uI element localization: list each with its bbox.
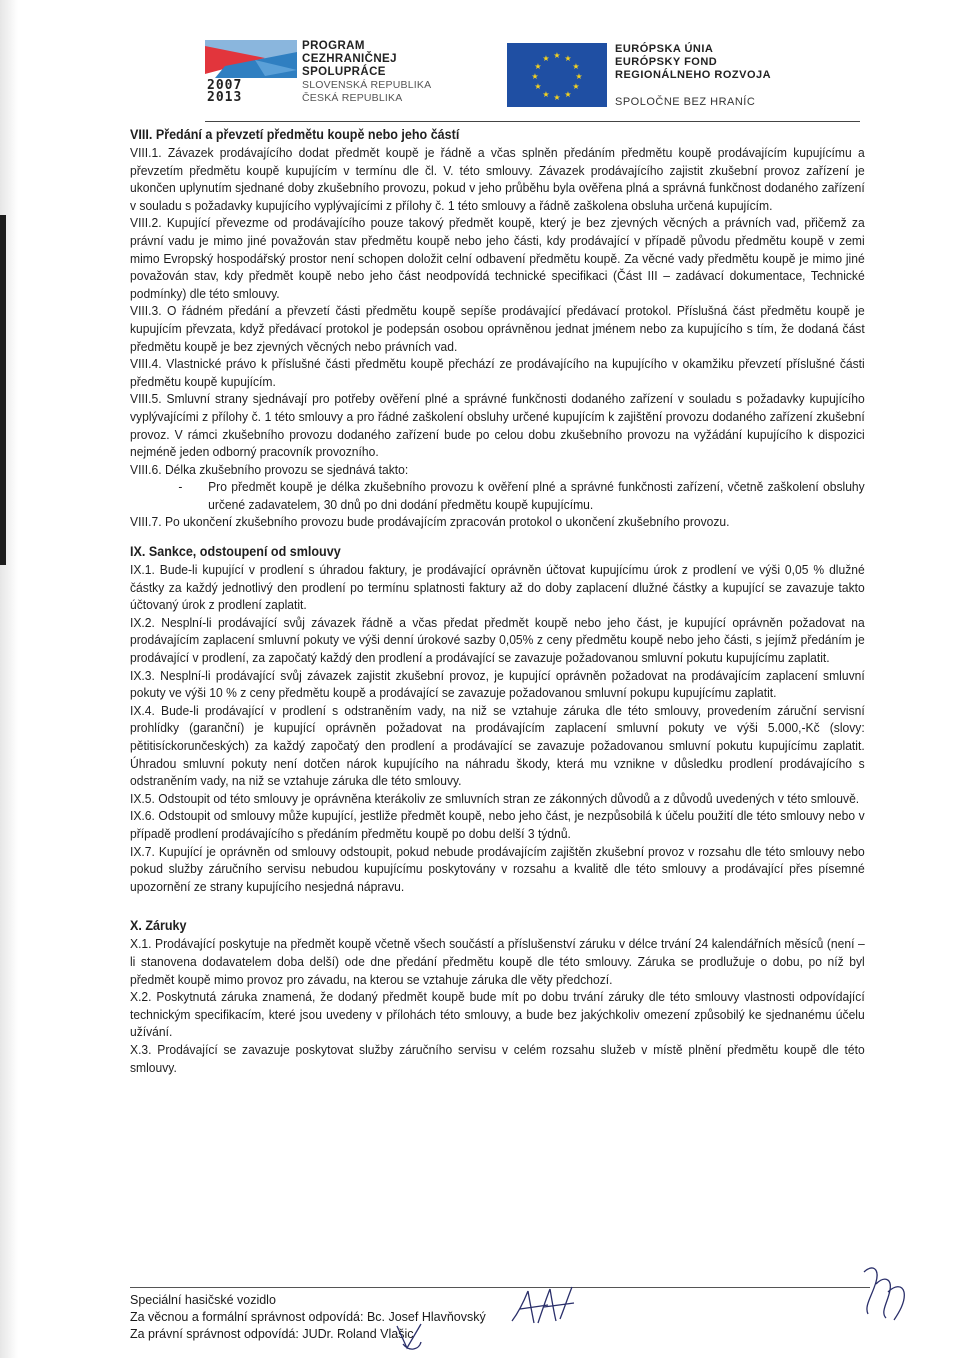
section-8-4: VIII.4. Vlastnické právo k příslušné části předmětu koupě přechází ze prodávajícího na kupujícího v okamžiku převzetí příslušné části předmětu koupě kupujícím. — [130, 356, 865, 389]
program-logo — [205, 40, 485, 108]
svg-text:★: ★ — [575, 72, 583, 81]
section-8-7: VIII.7. Po ukončení zkušebního provozu bude prodávajícím zpracován protokol o ukončení zkušebního provozu. — [130, 514, 730, 530]
program-years — [207, 80, 242, 104]
program-line-2: CEZHRANIČNEJ — [302, 53, 397, 65]
section-10-3: X.3. Prodávající se zavazuje poskytovat služby záručního servisu v celém rozsahu služeb v místě plnění předmětu koupě dle této smlouvy. — [130, 1041, 865, 1075]
svg-text:★: ★ — [572, 62, 580, 71]
eu-flag-icon — [507, 43, 607, 107]
svg-text:★: ★ — [534, 62, 542, 71]
eu-slogan: SPOLOČNE BEZ HRANÍC — [615, 96, 756, 108]
section-gap — [130, 531, 865, 543]
svg-text:★: ★ — [564, 90, 572, 99]
year-start: 2007 — [207, 78, 243, 93]
eu-line-2: EURÓPSKY FOND — [615, 56, 718, 68]
program-line-1: PROGRAM — [302, 40, 365, 52]
scan-edge-mark — [0, 215, 6, 565]
section-9-3: IX.3. Nesplní-li prodávající svůj závazek zajistit zkušební provoz, je kupující oprávněn požadovat na prodávajícím zaplacení smluvní pokuty ve výši 10 % z ceny předmětu koupě a prodávající se zavazuje požadovanou smluvní pokupu kupujícímu zaplatit. — [130, 667, 865, 701]
svg-text:★: ★ — [564, 54, 572, 63]
eu-line-1: EURÓPSKA ÚNIA — [615, 43, 714, 55]
year-end: 2013 — [207, 90, 243, 105]
program-line-5: ČESKÁ REPUBLIKA — [302, 92, 403, 104]
section-gap — [130, 895, 865, 917]
contract-body — [130, 126, 865, 1076]
eu-text — [615, 43, 771, 109]
section-8-3: VIII.3. O řádném předání a převzetí části předmětu koupě sepíše prodávající předávací protokol. Příslušná část předmětu koupě je kupujícím převzata, když předávací protokol je podepsán osobou oprávněnou jednat jménem nebo za kupujícího s tím, že dodaná část předmětu koupě je bez zjevných věcných nebo právních vad. — [130, 303, 865, 354]
section-9-1: IX.1. Bude-li kupující v prodlení s úhradou faktury, je prodávající oprávněn účtovat kupujícímu úrok z prodlení ve výši 0,05 % dlužné částky za každý jednotlivý den prodlení po termínu splatnosti faktury až do doby zaplacení dlužné částky a kupující se zavazuje takto účtovaný úrok z prodlení zaplatit. — [130, 562, 865, 613]
header-divider — [205, 121, 860, 122]
list-dash: - — [178, 479, 183, 495]
svg-text:★: ★ — [534, 82, 542, 91]
section-9-2: IX.2. Nesplní-li prodávající svůj závazek řádně a včas předat předmět koupě nebo jeho část, je kupující oprávněn požadovat na prodávajícím zaplacení smluvní pokuty ve výši denní úrokové sazby 0,05% z ceny předmětu koupě nebo jeho části, s jejímž předáním je prodávající v prodlení, za započatý každý den prodlení a prodávající se zavazuje požadovanou smluvní pokutu kupujícímu zaplatit. — [130, 614, 865, 666]
section-9-4: IX.4. Bude-li prodávající v prodlení s odstraněním vady, na niž se vztahuje záruka dle této smlouvy, provedením záruční servisní prohlídky (garanční) je kupující oprávněn požadovat na prodávajícím zaplacení smluvní pokuty ve výši 5.000,-Kč (slovy: pětitisíckorunčeských) za každý započatý den prodlení a prodávající se zavazuje požadovanou smluvní pokutu kupujícímu zaplatit. Úhradou smluvní pokuty není dotčen nárok kupujícího na náhradu škody, která mu vznikne v důsledku prodlení prodávajícího s odstraněním vady, na niž se vztahuje záruka dle této smlouvy. — [130, 702, 865, 789]
program-line-4: SLOVENSKÁ REPUBLIKA — [302, 79, 432, 91]
eu-line-3: REGIONÁLNEHO ROZVOJA — [615, 69, 772, 81]
svg-text:★: ★ — [553, 93, 561, 102]
page-header — [205, 40, 805, 110]
section-8-6-item-text: Pro předmět koupě je délka zkušebního provozu k ověření plné a správné funkčnosti zařízení, včetně zaškolení obsluhy určené zadavatelem, 30 dnů po dni dodání předmětu koupě kupujícímu. — [208, 479, 865, 512]
svg-text:★: ★ — [542, 90, 550, 99]
page-footer — [130, 1292, 870, 1343]
program-title — [302, 40, 431, 105]
section-9-6: IX.6. Odstoupit od smlouvy může kupující, jestliže předmět koupě, nebo jeho část, je nezpůsobilá k účelu použití dle této smlouvy nebo v případě prodlení prodávajícího s předáním předmětu koupě po dobu delší 3 týdnů. — [130, 808, 865, 841]
section-8-1: VIII.1. Závazek prodávajícího dodat předmět koupě je řádně a včas splněn předáním předmětu koupě prodávajícím kupujícímu a převzetím předmětu koupě kupujícím v termínu dle čl. V. této smlouvy. Závazek prodávajícího zajistit zkušební provoz zařízení je ukončen uplynutím sjednané doby zkušebního provozu, pokud v jeho průběhu byla ověřena plná a správná funkčnost dodaného zařízení v souladu s požadavky kupujícího vyplývajícími z přílohy č. 1 této smlouvy a řádně zaškolena obsluha určená kupujícím. — [130, 145, 865, 213]
section-8-5: VIII.5. Smluvní strany sjednávají pro potřeby ověření plné a správné funkčnosti dodaného zařízení v souladu s požadavky kupujícího vyplývajícími z přílohy č. 1 této smlouvy a pro řádné zaškolení obsluhy určené kupujícím k zajištění provozu dodaného zařízení zkušební provoz. V rámci zkušebního provozu dodaného zařízení bude po celou dobu zkušebního provozu na vyžádání kupujícího k dispozici nejméně jeden odborný pracovník provozního. — [130, 391, 865, 460]
footer-responsible-factual: Za věcnou a formální správnost odpovídá: Bc. Josef Hlavňovský — [130, 1310, 486, 1324]
section-9-7: IX.7. Kupující je oprávněn od smlouvy odstoupit, pokud nebude prodávajícím zajištěn zkušební provoz v rozsahu dle této smlouvy nebo pokud služby záručního servisu nebudou kupujícímu poskytovány v rozsahu a kvalitě dle této smlouvy a prodávající přes písemné upozornění ze strany kupujícího nesjedná nápravu. — [130, 843, 865, 894]
section-8-2: VIII.2. Kupující převezme od prodávajícího pouze takový předmět koupě, který je bez zjevných věcných a právních vad, přičemž za právní vadu je mimo jiné považován stav předmětu koupě nebo jeho části, kdy prodávající v případě původu předmětu koupě v zemi mimo Evropský hospodářský prostor není schopen doložit celní odbavení předmětu koupě. Za věcné vady předmětu koupě je mimo jiné považován stav, kdy předmět koupě nebo jeho část neodpovídá technické specifikaci (Část III – zadávací dokumentace, Technické podmínky) dle této smlouvy. — [130, 215, 865, 301]
footer-subject: Speciální hasičské vozidlo — [130, 1293, 276, 1307]
section-8-title: VIII. Předání a převzetí předmětu koupě nebo jeho částí — [130, 127, 460, 142]
section-8-6-list-item — [130, 478, 865, 513]
section-10-1: X.1. Prodávající poskytuje na předmět koupě včetně všech součástí a příslušenství záruku v délce trvání 24 kalendářních měsíců (není –li stanovena dodavatelem doba delší) ode dne předání předmětu koupě dle této smlouvy. Záruka se prodlužuje o dobu, po níž byl předmět koupě mimo provoz pro závadu, na kterou se vztahuje záruka dle věty předchozí. — [130, 936, 865, 987]
section-10-2: X.2. Poskytnutá záruka znamená, že dodaný předmět koupě bude mít po dobu trvání záruky dle této smlouvy vlastnosti odpovídající technickým specifikacím, které jsou uvedeny v přílohách této smlouvy, a bude bez jakýchkoliv omezení způsobilý ke sjednanému účelu užívání. — [130, 989, 865, 1040]
svg-text:★: ★ — [542, 54, 550, 63]
svg-text:★: ★ — [572, 82, 580, 91]
section-9-title: IX. Sankce, odstoupení od smlouvy — [130, 544, 341, 560]
section-8-6: VIII.6. Délka zkušebního provozu se sjednává takto: — [130, 461, 409, 477]
section-10-title: X. Záruky — [130, 918, 187, 934]
program-line-3: SPOLUPRÁCE — [302, 66, 386, 78]
footer-divider — [130, 1287, 870, 1288]
section-9-5: IX.5. Odstoupit od této smlouvy je oprávněna kterákoliv ze smluvních stran ze zákonných důvodů a z důvodů uvedených v této smlouvě. — [130, 790, 860, 806]
svg-text:★: ★ — [553, 51, 561, 60]
svg-text:★: ★ — [531, 72, 539, 81]
footer-responsible-legal: Za právní správnost odpovídá: JUDr. Roland Vlašic — [130, 1327, 414, 1341]
